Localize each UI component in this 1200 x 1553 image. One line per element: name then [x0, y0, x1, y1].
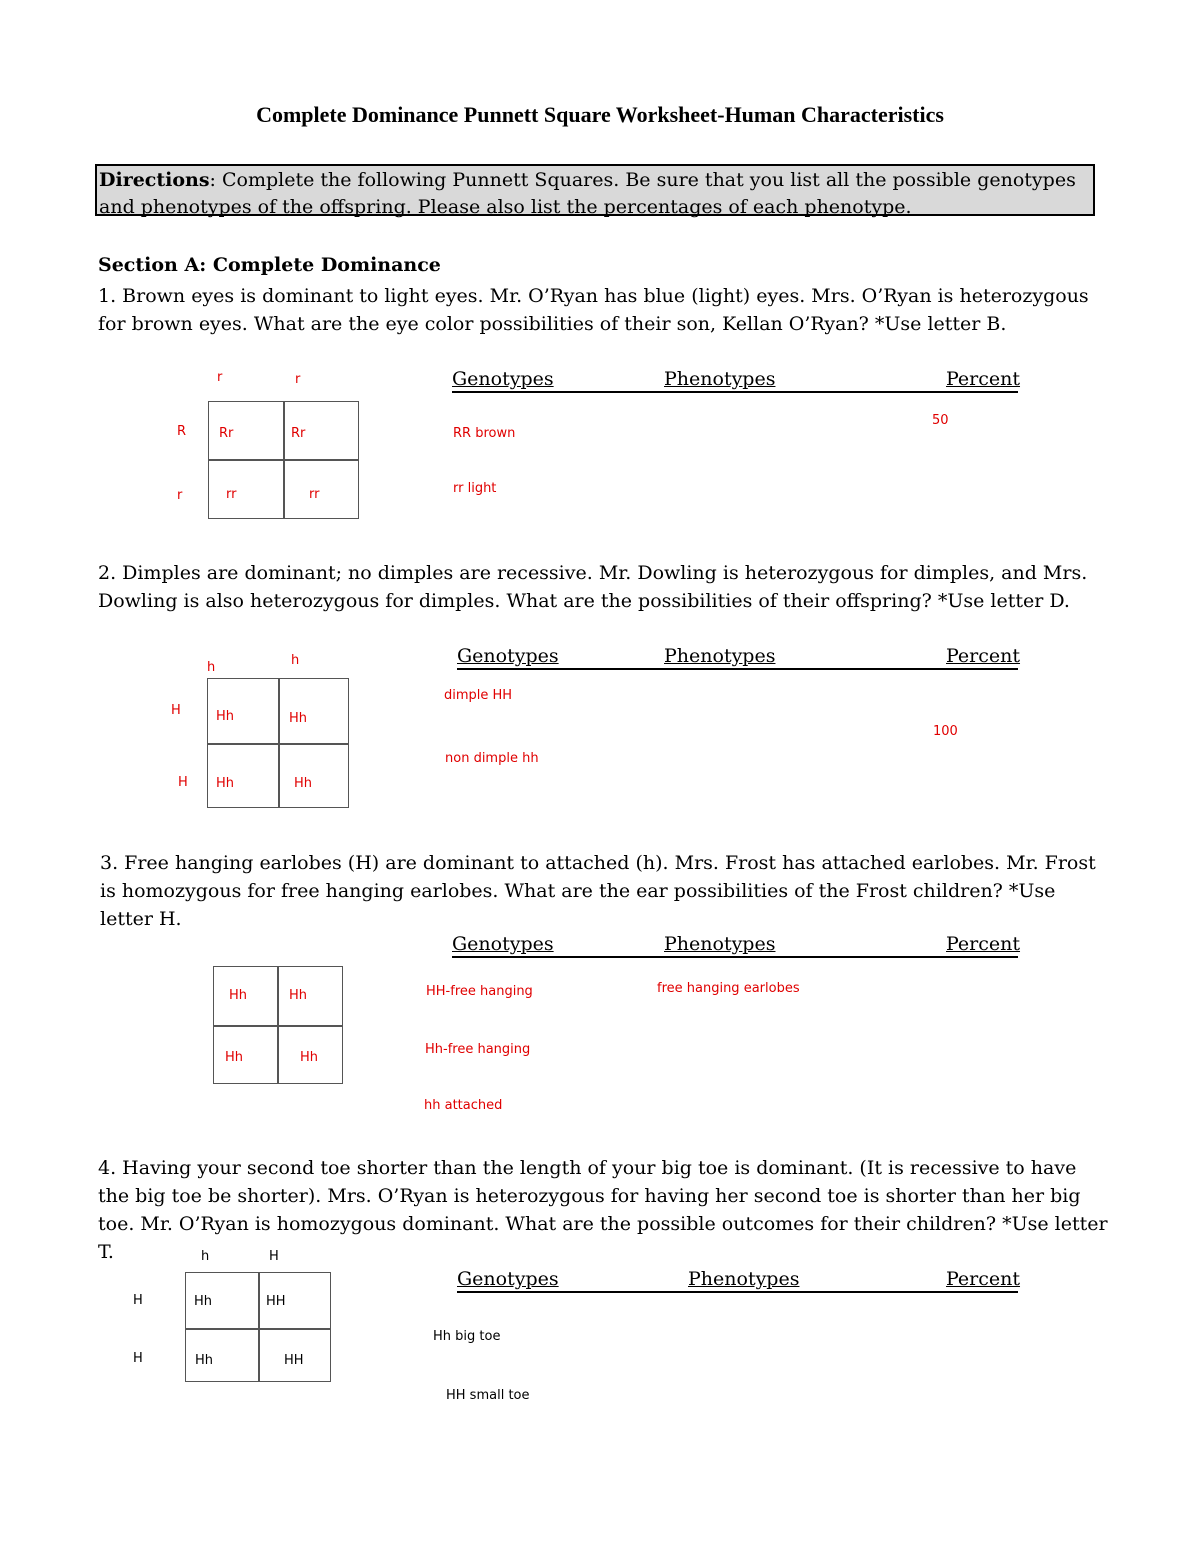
q4-percent-header: Percent	[946, 1268, 1021, 1290]
q2-percent-value: 100	[933, 724, 958, 739]
directions-label: Directions	[99, 169, 210, 191]
q1-cell-3: rr	[226, 487, 237, 502]
q3-cell-2: Hh	[289, 988, 308, 1003]
q2-cell-3: Hh	[216, 776, 235, 791]
q3-genotype-2: Hh-free hanging	[425, 1042, 531, 1057]
q1-genotypes-header: Genotypes	[452, 368, 554, 390]
q4-grid-divider-h	[185, 1328, 331, 1330]
q2-top-allele-2: h	[291, 653, 300, 668]
q4-top-allele-1: h	[201, 1249, 210, 1264]
q2-top-allele-1: h	[207, 660, 216, 675]
q4-genotype-2: HH small toe	[446, 1388, 530, 1403]
q2-genotypes-header: Genotypes	[457, 645, 559, 667]
q4-genotype-1: Hh big toe	[433, 1329, 501, 1344]
page-title: Complete Dominance Punnett Square Worksheet-Human Characteristics	[256, 102, 944, 127]
directions-text: : Complete the following Punnett Squares. Be sure that you list all the possible genotypes and phenotypes of the offspring. Please also list the percentages of each phenotype.	[99, 169, 1076, 218]
q2-cell-2: Hh	[289, 711, 308, 726]
q1-top-allele-1: r	[217, 370, 223, 385]
q4-cell-4: HH	[284, 1353, 304, 1368]
q4-side-allele-2: H	[133, 1351, 143, 1366]
q1-percent-header: Percent	[946, 368, 1021, 390]
q3-phenotypes-header: Phenotypes	[664, 933, 776, 955]
q1-cell-4: rr	[309, 487, 320, 502]
q3-grid-divider-h	[213, 1025, 343, 1027]
q4-genotypes-header: Genotypes	[457, 1268, 559, 1290]
question-3-text: 3. Free hanging earlobes (H) are dominant to attached (h). Mrs. Frost has attached earlobes. Mr. Frost is homozygous for free hanging earlobes. What are the ear possibilities of the Frost children? *Use letter H.	[100, 852, 1096, 930]
q1-top-allele-2: r	[295, 372, 301, 387]
q1-header-underline	[452, 391, 1018, 393]
directions-box	[95, 164, 1095, 216]
q2-grid-divider-h	[207, 743, 349, 745]
q1-side-allele-1: R	[177, 424, 187, 439]
q2-genotype-1: dimple HH	[444, 688, 513, 703]
q2-percent-header: Percent	[946, 645, 1021, 667]
q4-cell-1: Hh	[194, 1294, 213, 1309]
question-1-text: 1. Brown eyes is dominant to light eyes. Mr. O’Ryan has blue (light) eyes. Mrs. O’Ryan is heterozygous for brown eyes. What are the eye color possibilities of their son, Kellan O’Ryan? *Use letter B.	[98, 285, 1089, 335]
q1-cell-1: Rr	[219, 426, 234, 441]
q2-phenotypes-header: Phenotypes	[664, 645, 776, 667]
q1-phenotypes-header: Phenotypes	[664, 368, 776, 390]
q3-percent-header: Percent	[946, 933, 1021, 955]
q4-cell-3: Hh	[195, 1353, 214, 1368]
q4-grid-divider-v	[258, 1272, 260, 1382]
section-a-heading: Section A: Complete Dominance	[98, 254, 441, 276]
q4-cell-2: HH	[266, 1294, 286, 1309]
q2-side-allele-2: H	[178, 775, 188, 790]
q1-genotype-2: rr light	[453, 481, 497, 496]
question-2-text: 2. Dimples are dominant; no dimples are recessive. Mr. Dowling is heterozygous for dimples, and Mrs. Dowling is also heterozygous for dimples. What are the possibilities of their offspring? *Use letter D.	[98, 562, 1088, 612]
q1-genotype-1: RR brown	[453, 426, 516, 441]
q1-percent-value: 50	[932, 413, 949, 428]
q3-phenotype-1: free hanging earlobes	[657, 981, 800, 996]
q3-header-underline	[452, 956, 1018, 958]
q2-cell-4: Hh	[294, 776, 313, 791]
q3-genotype-1: HH-free hanging	[426, 984, 533, 999]
q2-side-allele-1: H	[171, 703, 181, 718]
q1-cell-2: Rr	[291, 426, 306, 441]
q3-cell-3: Hh	[225, 1050, 244, 1065]
q3-cell-1: Hh	[229, 988, 248, 1003]
q2-cell-1: Hh	[216, 709, 235, 724]
q1-grid-divider-h	[208, 459, 359, 461]
q4-top-allele-2: H	[269, 1249, 279, 1264]
q4-phenotypes-header: Phenotypes	[688, 1268, 800, 1290]
q4-side-allele-1: H	[133, 1293, 143, 1308]
question-4-text: 4. Having your second toe shorter than the length of your big toe is dominant. (It is recessive to have the big toe be shorter). Mrs. O’Ryan is heterozygous for having her second toe is shorter than her big toe. Mr. O’Ryan is homozygous dominant. What are the possible outcomes for their children? *Use letter T.	[98, 1157, 1108, 1263]
q3-cell-4: Hh	[300, 1050, 319, 1065]
q2-genotype-2: non dimple hh	[445, 751, 539, 766]
q1-side-allele-2: r	[177, 488, 183, 503]
q3-genotype-3: hh attached	[424, 1098, 503, 1113]
q4-header-underline	[457, 1291, 1018, 1293]
q2-header-underline	[457, 668, 1018, 670]
q3-genotypes-header: Genotypes	[452, 933, 554, 955]
